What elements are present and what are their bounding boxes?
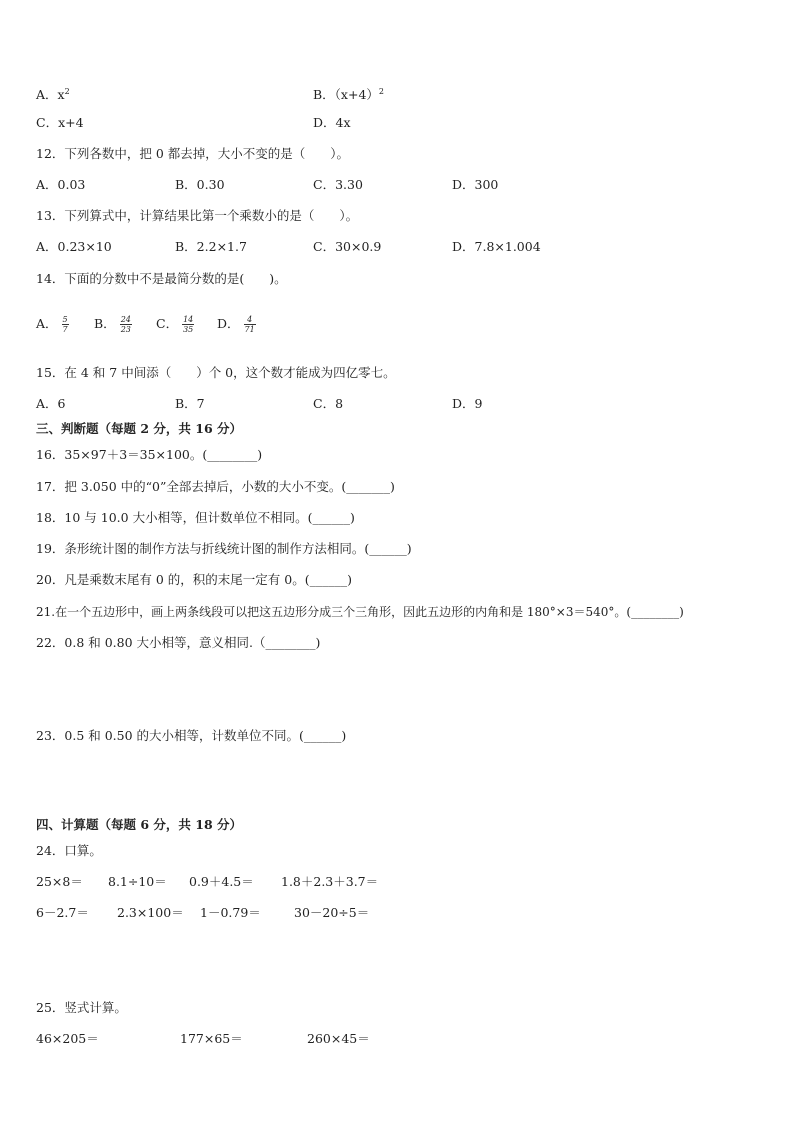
q25-expr-2: 177×65＝ xyxy=(180,1031,243,1046)
q11-option-b-text: B．（x+4） xyxy=(313,87,379,103)
q14-option-a[interactable] xyxy=(36,315,69,334)
q24-expr-1: 25×8＝ xyxy=(36,874,83,889)
fraction-numerator: 24 xyxy=(120,315,131,324)
q14-option-a-fraction xyxy=(62,315,69,334)
q25-expr-3: 260×45＝ xyxy=(307,1031,370,1046)
q20-item: 20．凡是乘数末尾有 0 的，积的末尾一定有 0。(______) xyxy=(36,572,352,587)
q15-option-d[interactable]: D．9 xyxy=(452,396,483,411)
q12-stem: 12．下列各数中，把 0 都去掉，大小不变的是（ ）。 xyxy=(36,146,350,161)
q12-option-b[interactable]: B．0.30 xyxy=(175,177,225,192)
q14-option-c[interactable] xyxy=(156,315,194,334)
q14-option-a-label: A． xyxy=(36,316,58,331)
section-3-title: 三、判断题（每题 2 分，共 16 分） xyxy=(36,421,243,436)
q12-option-c[interactable]: C．3.30 xyxy=(313,177,363,192)
q13-option-d[interactable]: D．7.8×1.004 xyxy=(452,239,541,254)
q24-expr-4: 1.8＋2.3＋3.7＝ xyxy=(281,874,379,889)
q14-option-d-fraction xyxy=(244,315,256,334)
q15-stem: 15．在 4 和 7 中间添（ ）个 0，这个数才能成为四亿零七。 xyxy=(36,365,396,380)
q13-option-c[interactable]: C．30×0.9 xyxy=(313,239,382,254)
q18-item: 18．10 与 10.0 大小相等，但计数单位不相同。(______) xyxy=(36,510,355,525)
q14-stem: 14．下面的分数中不是最简分数的是( )。 xyxy=(36,271,287,286)
q11-option-b[interactable] xyxy=(313,84,384,103)
q11-option-d[interactable]: D．4x xyxy=(313,115,351,130)
q15-option-b[interactable]: B．7 xyxy=(175,396,205,411)
q25-stem: 25．竖式计算。 xyxy=(36,1000,127,1015)
q24-stem: 24．口算。 xyxy=(36,843,102,858)
q13-stem: 13．下列算式中，计算结果比第一个乘数小的是（ ）。 xyxy=(36,208,359,223)
q22-item: 22．0.8 和 0.80 大小相等，意义相同.（________) xyxy=(36,635,321,650)
q11-option-a-exponent: 2 xyxy=(64,87,70,96)
q11-option-a[interactable] xyxy=(36,84,70,103)
fraction-denominator: 7 xyxy=(62,325,68,334)
q25-expr-1: 46×205＝ xyxy=(36,1031,99,1046)
q13-option-b[interactable]: B．2.2×1.7 xyxy=(175,239,247,254)
fraction-denominator: 71 xyxy=(244,325,255,334)
q24-expr-8: 30－20÷5＝ xyxy=(294,905,370,920)
q15-option-a[interactable]: A．6 xyxy=(36,396,66,411)
fraction-numerator: 5 xyxy=(62,315,68,324)
q13-option-a[interactable]: A．0.23×10 xyxy=(36,239,112,254)
fraction-numerator: 14 xyxy=(183,315,194,324)
q15-option-c[interactable]: C．8 xyxy=(313,396,344,411)
q16-item: 16．35×97＋3＝35×100。(________) xyxy=(36,447,263,462)
q14-option-b-label: B． xyxy=(94,316,116,331)
q17-item: 17．把 3.050 中的“0”全部去掉后，小数的大小不变。(_______) xyxy=(36,479,395,494)
fraction-denominator: 23 xyxy=(120,325,131,334)
fraction-denominator: 35 xyxy=(183,325,194,334)
q24-expr-5: 6－2.7＝ xyxy=(36,905,89,920)
q24-expr-3: 0.9＋4.5＝ xyxy=(189,874,254,889)
q21-item: 21.在一个五边形中，画上两条线段可以把这五边形分成三个三角形，因此五边形的内角和是 180°×3＝540°。(________) xyxy=(36,605,684,619)
q14-option-b-fraction xyxy=(120,315,132,334)
q14-option-b[interactable] xyxy=(94,315,132,334)
q24-expr-6: 2.3×100＝ xyxy=(117,905,184,920)
q11-option-b-exponent: 2 xyxy=(378,87,385,96)
q19-item: 19．条形统计图的制作方法与折线统计图的制作方法相同。(______) xyxy=(36,541,412,556)
q11-option-c[interactable]: C．x+4 xyxy=(36,115,84,130)
q14-option-c-fraction xyxy=(182,315,194,334)
q12-option-d[interactable]: D．300 xyxy=(452,177,499,192)
q14-option-c-label: C． xyxy=(156,316,179,331)
section-4-title: 四、计算题（每题 6 分，共 18 分） xyxy=(36,817,243,832)
q24-expr-7: 1－0.79＝ xyxy=(200,905,261,920)
q12-option-a[interactable]: A．0.03 xyxy=(36,177,86,192)
q14-option-d[interactable] xyxy=(217,315,256,334)
q14-option-d-label: D． xyxy=(217,316,240,331)
q24-expr-2: 8.1÷10＝ xyxy=(108,874,167,889)
q23-item: 23．0.5 和 0.50 的大小相等，计数单位不同。(______) xyxy=(36,728,347,743)
fraction-numerator: 4 xyxy=(244,315,256,325)
q11-option-a-text: A．x xyxy=(36,87,65,103)
